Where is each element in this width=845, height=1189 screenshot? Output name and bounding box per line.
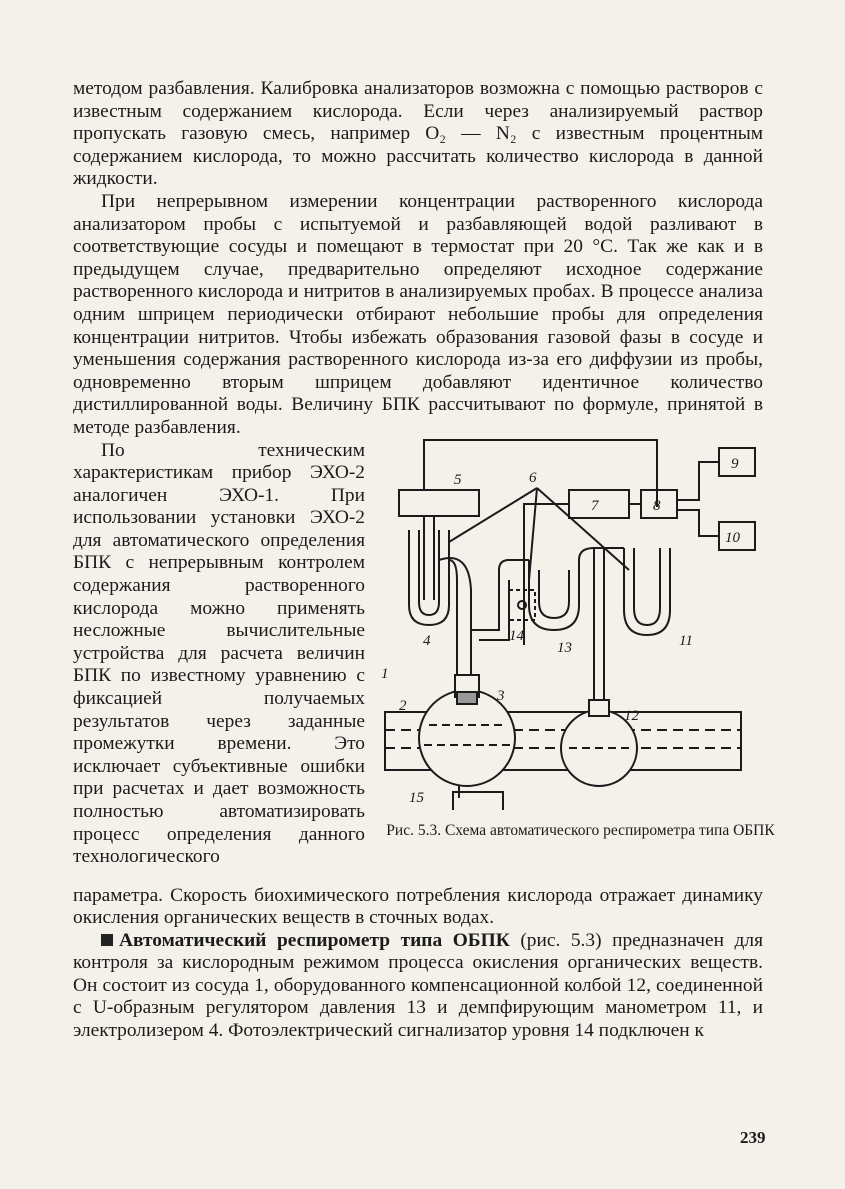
- page-body: [73, 78, 775, 1043]
- text-with-figure: [73, 439, 775, 885]
- svg-text:11: 11: [679, 632, 693, 649]
- svg-text:3: 3: [497, 687, 505, 704]
- box-5: [399, 490, 479, 516]
- paragraph-2: При непрерывном измерении концентрации растворенного кислорода анализатором пробы с испытуемой и разбавляющей водой разливают в соответствующие сосуды и помещают в термостат при 20 °С. Так же как и в предыдущем случае, предварительно определяют исходное содержание растворенного кислорода и нитритов в анализируемых пробах. В процессе анализа одним шприцем периодически отбирают небольшие пробы для определения концентрации нитритов. Чтобы избежать образования газовой фазы в сосуде и уменьшения содержания растворенного кислорода из-за его диффузии из пробы, одновременно вторым шприцем добавляют идентичное количество дистиллированной воды. Величину БПК рассчитывают по формуле, принятой в методе разбавления.: [73, 190, 763, 438]
- svg-text:13: 13: [557, 639, 572, 656]
- svg-text:9: 9: [731, 455, 739, 472]
- paragraph-3: По техническим характеристикам прибор ЭХО-2 аналогичен ЭХО-1. При использовании установки ЭХО-2 для автоматического определения БПК с непрерывным контролем содержания растворенного кислорода можно применять несложные вычислительные устройства для расчета величин БПК по известному уравнению с фиксацией получаемых результатов через заданные промежутки времени. Это исключает субъективные ошибки при расчетах и дает возможность полностью автоматизировать процесс определения данного технологического: [73, 439, 365, 868]
- section-heading: Автоматический респирометр типа ОБПК: [119, 929, 510, 951]
- diagram-svg: [379, 430, 779, 810]
- paragraph-1: методом разбавления. Калибровка анализаторов возможна с помощью растворов с известным содержанием кислорода. Если через анализируемый раствор пропускать газовую смесь, например O₂ — N₂ с известным процентным содержанием кислорода, то можно рассчитать количество кислорода в данной жидкости.: [73, 78, 763, 190]
- figure-caption: Рис. 5.3. Схема автоматического респирометра типа ОБПК: [386, 821, 775, 839]
- svg-text:4: 4: [423, 632, 431, 649]
- svg-text:5: 5: [454, 471, 462, 488]
- svg-text:15: 15: [409, 789, 424, 806]
- respirometer-diagram: [379, 430, 779, 890]
- square-bullet-icon: [101, 934, 113, 946]
- paragraph-4-text: (рис. 5.3) предназначен для контроля за кислородным режимом процесса окисления органических веществ. Он состоит из сосуда 1, оборудованного компенсационной колбой 12, соединенной с U-образным регулятором давления 13 и демпфирующим манометром 11, и электролизером 4. Фотоэлектрический сигнализатор уровня 14 подключен к: [73, 929, 763, 1042]
- svg-text:2: 2: [399, 697, 407, 714]
- svg-text:12: 12: [624, 707, 639, 724]
- box-7: [569, 490, 629, 518]
- svg-text:8: 8: [653, 497, 661, 514]
- svg-text:10: 10: [725, 529, 740, 546]
- svg-text:1: 1: [381, 665, 389, 682]
- paragraph-4: [73, 930, 763, 1043]
- page-number: 239: [740, 1128, 766, 1147]
- svg-text:7: 7: [591, 497, 599, 514]
- paragraph-3-continued: параметра. Скорость биохимического потребления кислорода отражает динамику окисления органических веществ в сточных водах.: [73, 884, 763, 929]
- svg-text:6: 6: [529, 469, 537, 486]
- box-15: [453, 792, 503, 810]
- svg-text:14: 14: [509, 627, 524, 644]
